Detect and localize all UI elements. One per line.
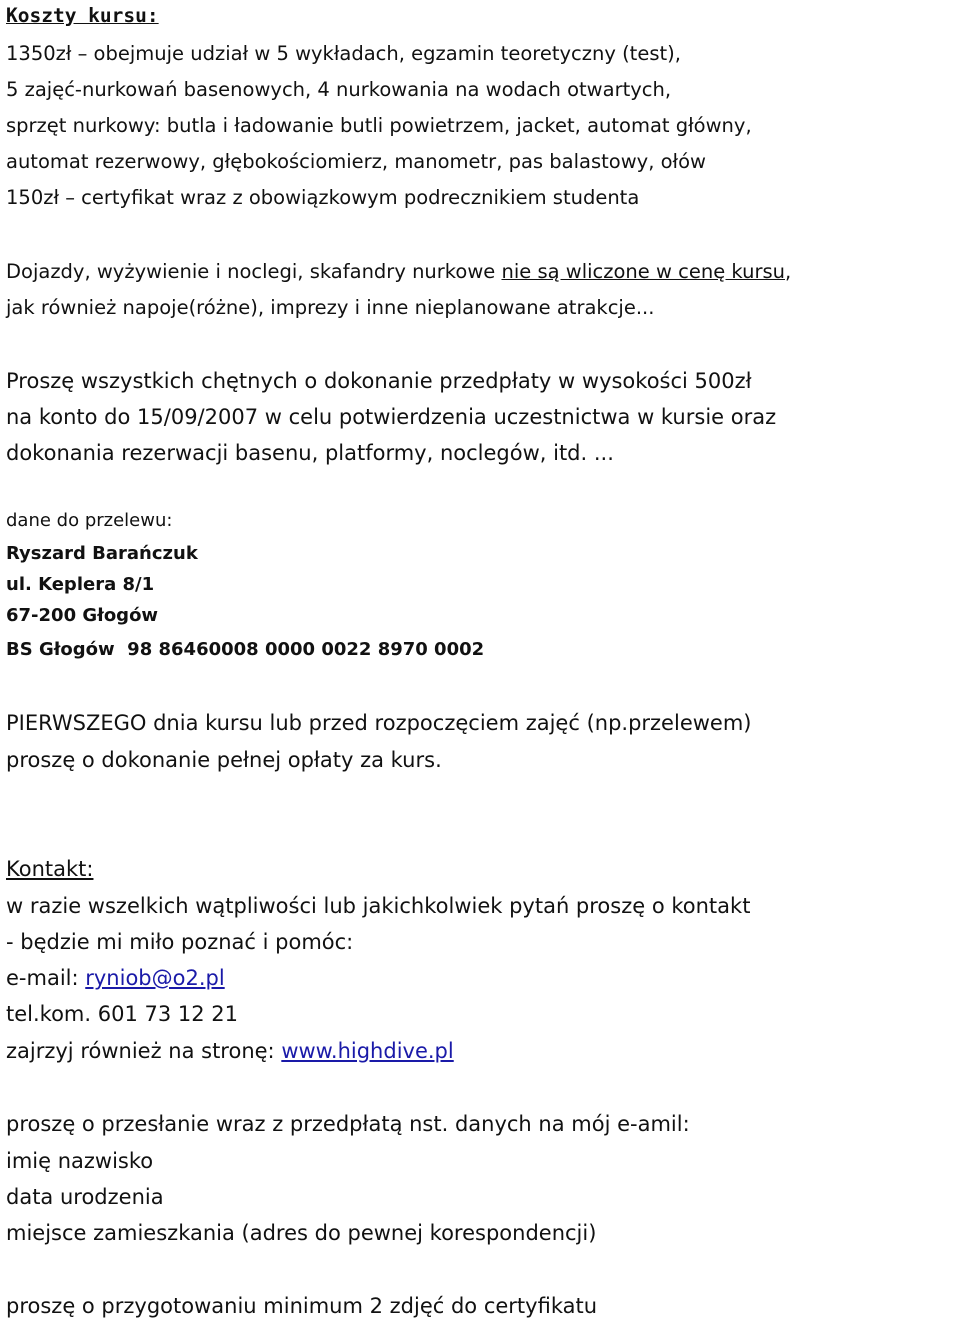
prepayment-line-2: na konto do 15/09/2007 w celu potwierdzenia uczestnictwa w kursie oraz — [6, 405, 777, 429]
transfer-label: dane do przelewu: — [6, 510, 173, 531]
full-payment-line-1: PIERWSZEGO dnia kursu lub przed rozpoczęciem zajęć (np.przelewem) — [6, 711, 752, 735]
send-data-line-4: miejsce zamieszkania (adres do pewnej korespondencji) — [6, 1221, 597, 1245]
contact-line-2: - będzie mi miło poznać i pomóc: — [6, 930, 354, 954]
email-label: e-mail: — [6, 966, 86, 990]
prepayment-line-3: dokonania rezerwacji basenu, platformy, noclegów, itd. ... — [6, 441, 614, 465]
contact-email-line — [6, 968, 225, 989]
costs-line-5: 150zł – certyfikat wraz z obowiązkowym podrecznikiem studenta — [6, 186, 640, 209]
send-data-line-3: data urodzenia — [6, 1185, 164, 1209]
exclusions-line-1 — [6, 262, 791, 282]
exclusions-line-2: jak również napoje(różne), imprezy i inne nieplanowane atrakcje... — [6, 296, 655, 319]
email-link[interactable]: ryniob@o2.pl — [85, 966, 225, 990]
transfer-name: Ryszard Barańczuk — [6, 543, 198, 564]
transfer-city: 67-200 Głogów — [6, 605, 159, 626]
costs-heading: Koszty kursu: — [6, 4, 159, 27]
costs-line-4: automat rezerwowy, głębokościomierz, manometr, pas balastowy, ołów — [6, 150, 706, 173]
transfer-street: ul. Keplera 8/1 — [6, 574, 155, 595]
prepayment-line-1: Proszę wszystkich chętnych o dokonanie przedpłaty w wysokości 500zł — [6, 369, 752, 393]
website-link[interactable]: www.highdive.pl — [281, 1039, 454, 1063]
full-payment-line-2: proszę o dokonanie pełnej opłaty za kurs. — [6, 748, 442, 772]
send-data-line-2: imię nazwisko — [6, 1149, 154, 1173]
photos-line: proszę o przygotowaniu minimum 2 zdjęć do certyfikatu — [6, 1294, 598, 1318]
contact-heading: Kontakt: — [6, 857, 94, 881]
costs-line-3: sprzęt nurkowy: butla i ładowanie butli powietrzem, jacket, automat główny, — [6, 114, 752, 137]
contact-line-1: w razie wszelkich wątpliwości lub jakichkolwiek pytań proszę o kontakt — [6, 894, 751, 918]
costs-line-1: 1350zł – obejmuje udział w 5 wykładach, egzamin teoretyczny (test), — [6, 42, 681, 65]
costs-line-2: 5 zajęć-nurkowań basenowych, 4 nurkowania na wodach otwartych, — [6, 78, 672, 101]
contact-phone: tel.kom. 601 73 12 21 — [6, 1002, 239, 1026]
website-label: zajrzyj również na stronę: — [6, 1039, 282, 1063]
exclusions-comma: , — [785, 260, 792, 283]
exclusions-underlined-text: nie są wliczone w cenę kursu — [501, 260, 785, 283]
send-data-line-1: proszę o przesłanie wraz z przedpłatą nst. danych na mój e-amil: — [6, 1112, 690, 1136]
contact-website-line — [6, 1041, 454, 1062]
transfer-bank-account: BS Głogów 98 86460008 0000 0022 8970 0002 — [6, 639, 485, 660]
exclusions-text: Dojazdy, wyżywienie i noclegi, skafandry nurkowe — [6, 260, 502, 283]
